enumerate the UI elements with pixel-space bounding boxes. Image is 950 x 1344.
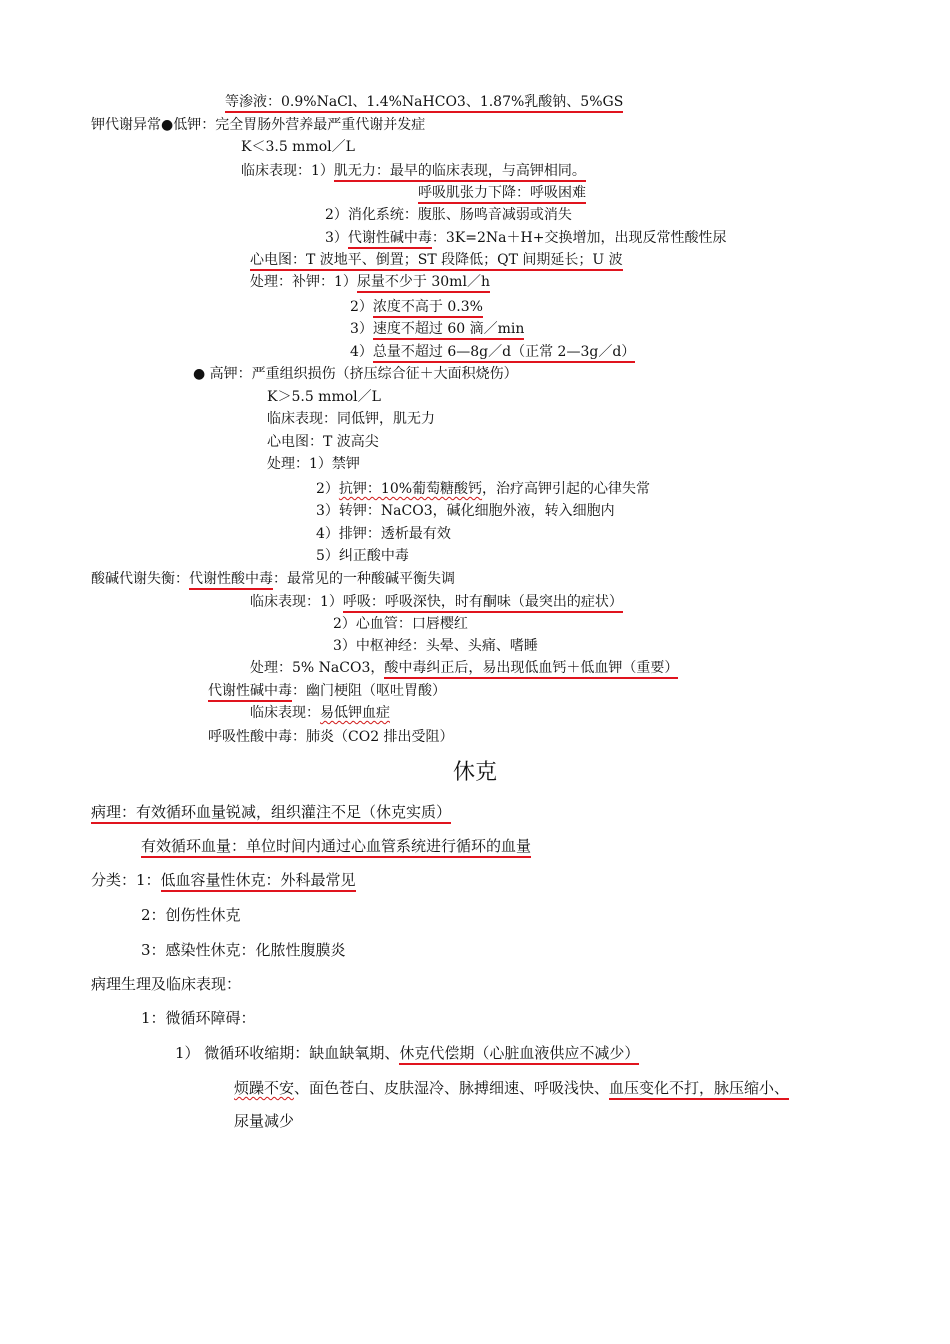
hyperkalemia-treatment-5: 5）纠正酸中毒 (316, 548, 409, 564)
acidosis-clinical-1 (250, 593, 623, 611)
highlight: 抗钾：10%葡萄糖酸钙 (338, 481, 483, 497)
highlight: 浓度不高于 0.3% (373, 299, 483, 318)
label: 2） (316, 481, 339, 497)
shock-classification-1 (91, 871, 356, 889)
label: 3） (325, 230, 348, 246)
highlight: 呼吸肌张力下降：呼吸困难 (418, 185, 586, 204)
highlight: 低血容量性休克：外科最常见 (161, 871, 356, 892)
hyperkalemia-treatment-1: 处理：1）禁钾 (267, 456, 360, 472)
label: 处理：补钾：1） (250, 274, 357, 290)
hyperkalemia-treatment-3: 3）转钾：NaCO3，碱化细胞外液，转入细胞内 (316, 503, 615, 519)
label: 4） (350, 344, 373, 360)
acidosis-clinical-2: 2）心血管：口唇樱红 (333, 616, 468, 632)
hyperkalemia-threshold: K＞5.5 mmol／L (267, 389, 381, 405)
effective-circulating-volume (141, 837, 531, 855)
text: ：幽门梗阻（呕吐胃酸） (292, 683, 446, 699)
highlight: 血压变化不打，脉压缩小、 (609, 1079, 789, 1100)
label: 分类：1： (91, 871, 161, 889)
highlight: 病理：有效循环血量锐减，组织灌注不足（休克实质） (91, 803, 451, 824)
label: 3） (350, 321, 373, 337)
acidosis-treatment (250, 659, 678, 677)
highlight: 酸中毒纠正后，易出现低血钙＋低血钾（重要） (384, 660, 678, 679)
highlight: 代谢性碱中毒 (208, 683, 292, 702)
label: 1） 微循环收缩期：缺血缺氧期、 (175, 1044, 400, 1062)
potassium-supplement-3 (350, 320, 524, 338)
hyperkalemia-heading: ● 高钾：严重组织损伤（挤压综合征＋大面积烧伤） (193, 366, 518, 382)
hypokalemia-clinical-1 (241, 162, 586, 180)
highlight: 易低钾血症 (320, 705, 390, 721)
highlight: 有效循环血量：单位时间内通过心血管系统进行循环的血量 (141, 837, 531, 858)
compensated-shock-urine: 尿量减少 (234, 1112, 295, 1130)
acidosis-clinical-3: 3）中枢神经：头晕、头痛、嗜睡 (333, 638, 538, 654)
hyperkalemia-treatment-2 (316, 480, 650, 498)
highlight: 总量不超过 6—8g／d（正常 2—3g／d） (373, 344, 635, 363)
hyperkalemia-treatment-4: 4）排钾：透析最有效 (316, 526, 451, 542)
microcirculation-contraction (175, 1044, 639, 1062)
alkalosis-clinical (250, 704, 390, 722)
hypokalemia-threshold: K＜3.5 mmol／L (241, 139, 355, 155)
hypokalemia-clinical-2: 2）消化系统：腹胀、肠鸣音减弱或消失 (325, 207, 572, 223)
microcirculation-heading: 1：微循环障碍： (141, 1009, 256, 1027)
potassium-supplement-4 (350, 343, 635, 361)
potassium-supplement-1 (250, 273, 490, 291)
label: 临床表现：1） (241, 163, 334, 179)
pathophysiology-heading: 病理生理及临床表现： (91, 975, 242, 993)
highlight: 代谢性酸中毒 (189, 571, 273, 590)
compensated-shock-signs (234, 1079, 789, 1097)
label: 酸碱代谢失衡： (91, 571, 189, 587)
highlight: 尿量不少于 30ml／h (357, 274, 490, 293)
hyperkalemia-clinical: 临床表现：同低钾，肌无力 (267, 411, 435, 427)
hypokalemia-heading: 钾代谢异常●低钾：完全胃肠外营养最严重代谢并发症 (91, 117, 426, 133)
isotonic-fluids-line (225, 93, 623, 111)
label: 2） (350, 299, 373, 315)
hyperkalemia-ecg: 心电图：T 波高尖 (267, 434, 379, 450)
highlight: 烦躁不安 (234, 1079, 295, 1097)
label: 临床表现：1） (250, 594, 343, 610)
acid-base-heading (91, 570, 455, 588)
respiratory-acidosis: 呼吸性酸中毒：肺炎（CO2 排出受阻） (208, 729, 454, 745)
hypokalemia-clinical-3 (325, 229, 726, 247)
potassium-supplement-2 (350, 298, 483, 316)
label: 临床表现： (250, 705, 320, 721)
highlight: 肌无力：最早的临床表现，与高钾相同。 (334, 163, 586, 182)
shock-classification-2: 2：创伤性休克 (141, 906, 241, 924)
text: ：最常见的一种酸碱平衡失调 (273, 571, 455, 587)
text: ，治疗高钾引起的心律失常 (482, 481, 651, 497)
hypokalemia-ecg (250, 251, 623, 269)
label: 处理：5% NaCO3， (250, 660, 385, 676)
shock-classification-3: 3：感染性休克：化脓性腹膜炎 (141, 941, 346, 959)
alkalosis-heading (208, 682, 446, 700)
shock-pathology (91, 803, 451, 821)
highlight: 休克代偿期（心脏血液供应不减少） (399, 1044, 639, 1065)
isotonic-fluids-text: 等渗液：0.9%NaCl、1.4%NaHCO3、1.87%乳酸钠、5%GS (225, 94, 623, 113)
highlight: 呼吸：呼吸深快，时有酮味（最突出的症状） (343, 594, 623, 613)
highlight: 心电图：T 波地平、倒置；ST 段降低；QT 间期延长；U 波 (250, 252, 623, 271)
section-title-shock: 休克 (452, 760, 497, 785)
highlight: 代谢性碱中毒 (348, 230, 432, 249)
highlight: 速度不超过 60 滴／min (373, 321, 524, 340)
text: ：3K=2Na＋H+交换增加，出现反常性酸性尿 (431, 230, 727, 246)
hypokalemia-clinical-resp (418, 184, 586, 202)
text: 、面色苍白、皮肤湿冷、脉搏细速、呼吸浅快、 (294, 1079, 610, 1097)
